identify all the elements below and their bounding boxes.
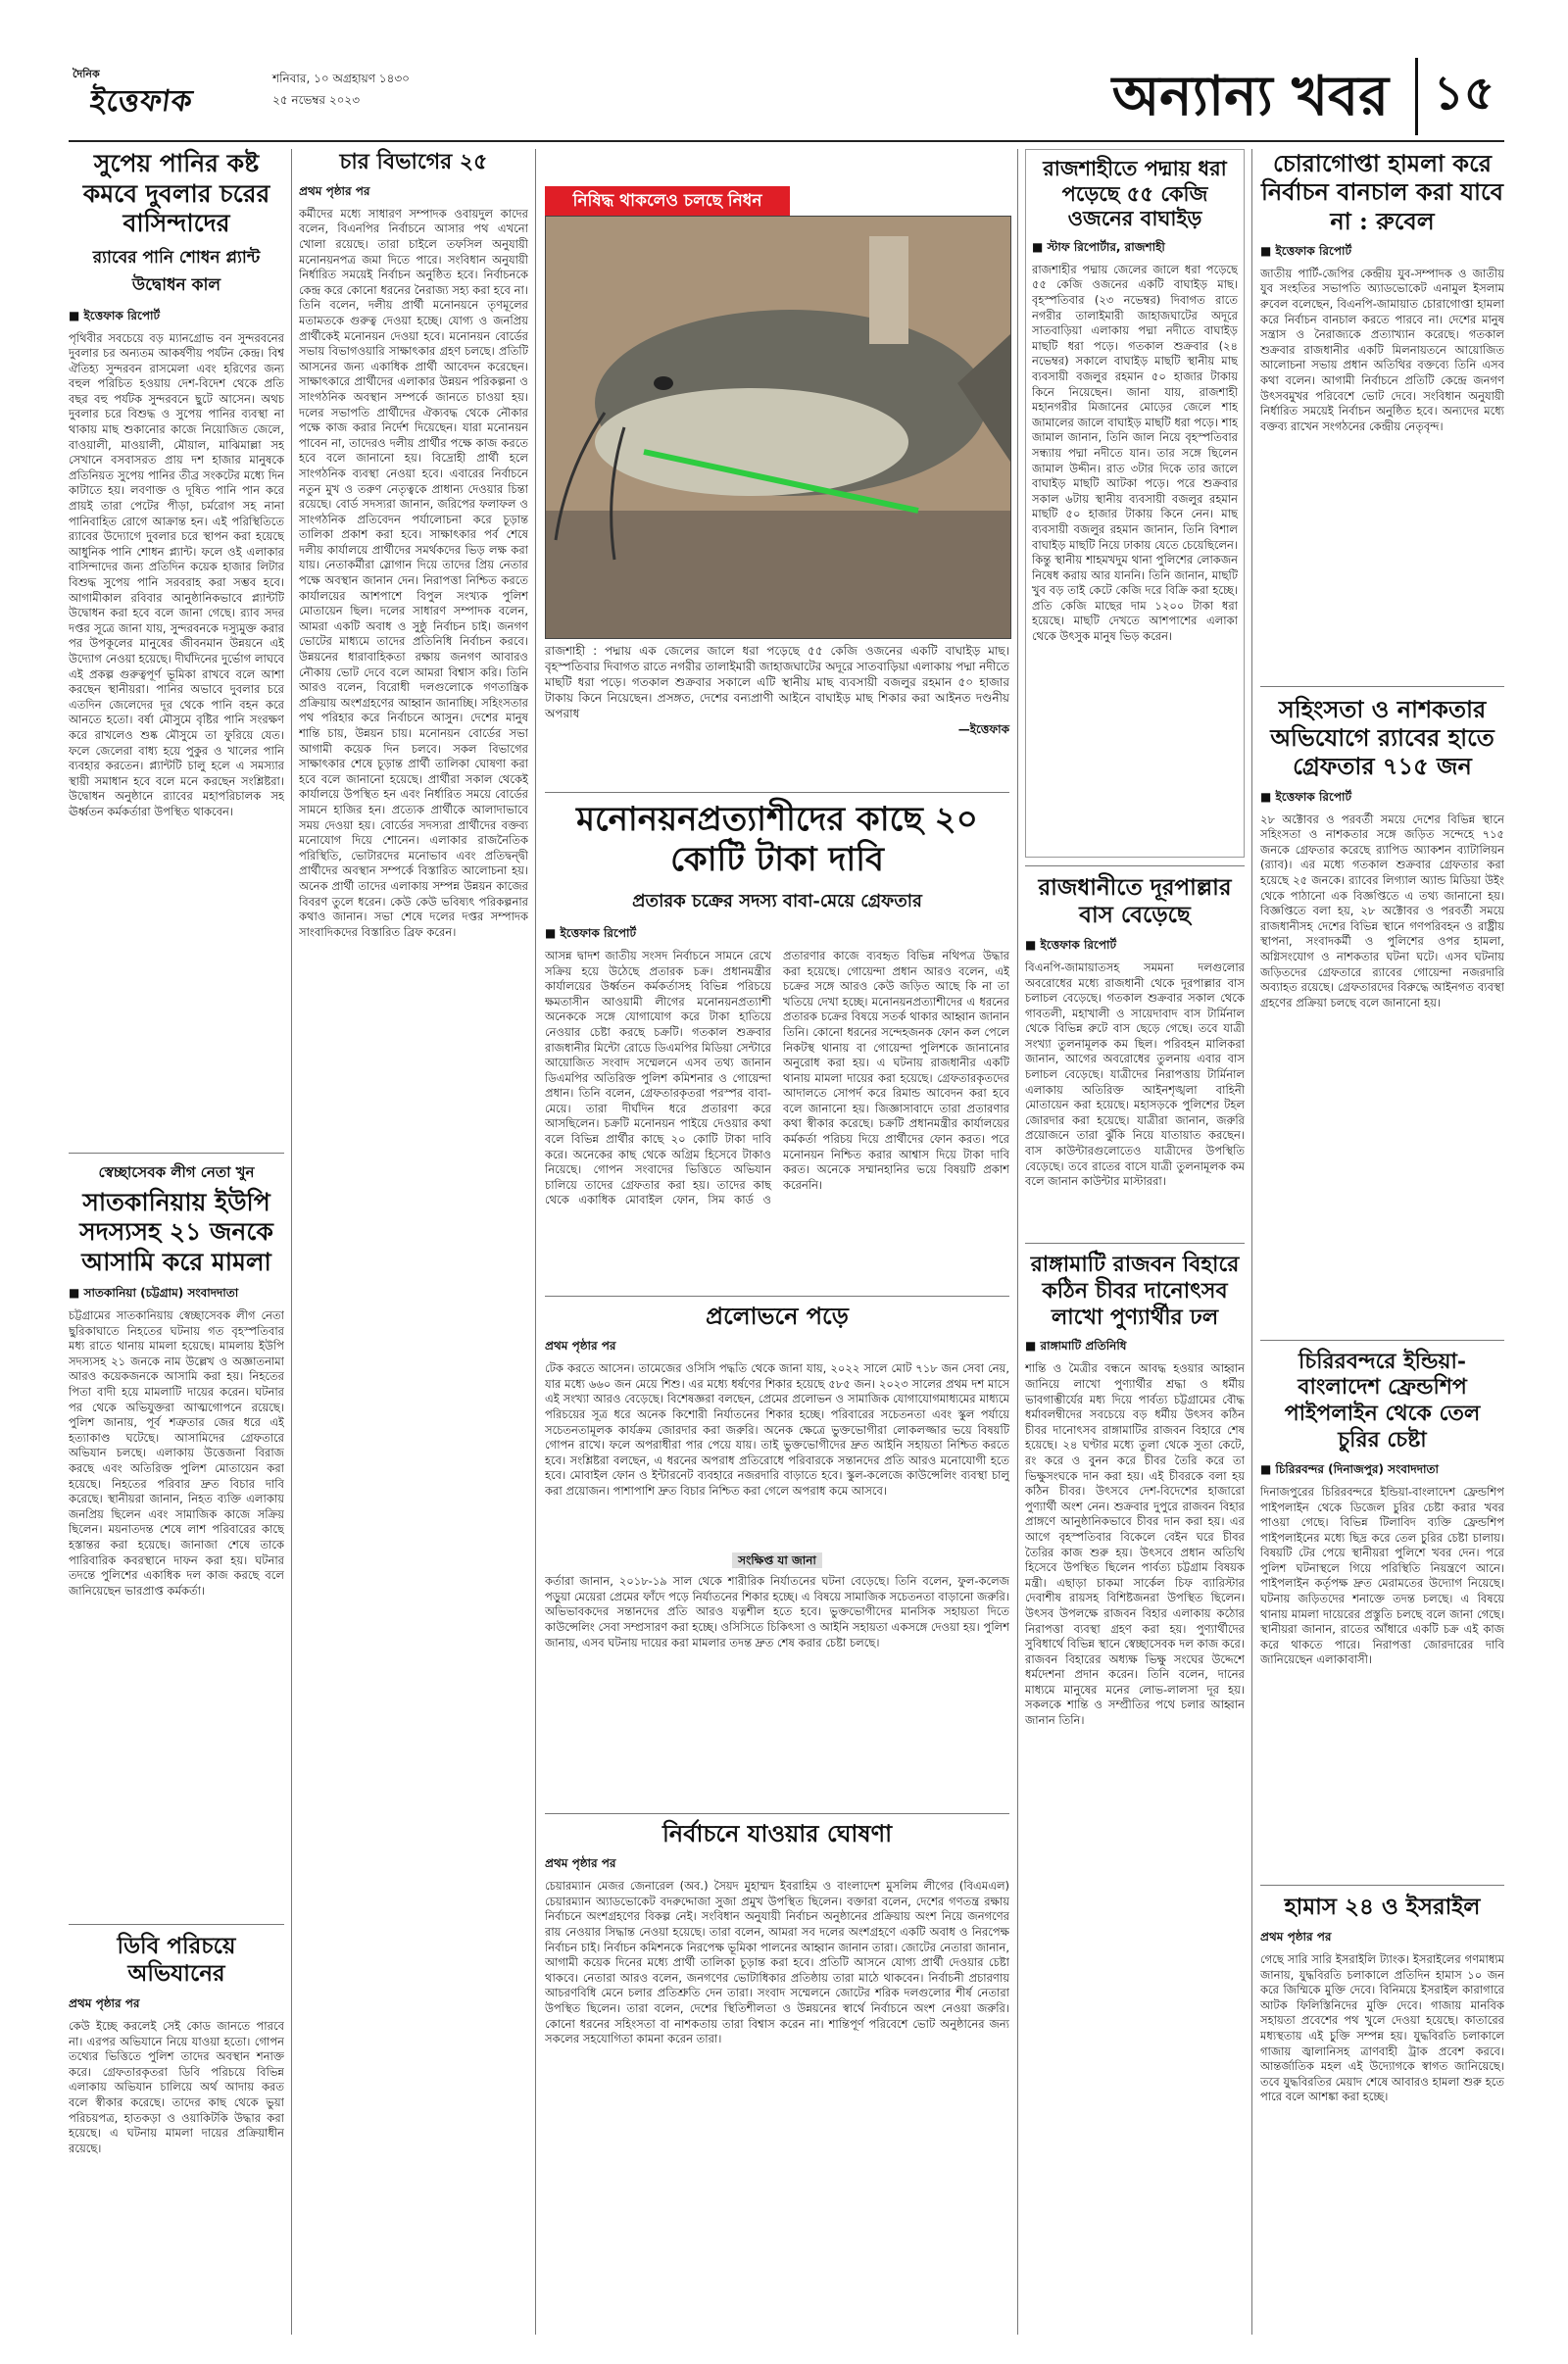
body-four-division: কর্মীদের মধ্যে সাধারণ সম্পাদক ওবায়দুল কাদের বলেন, বিএনপির নির্বাচনে আসার পথ এখনো খোলা রয়েছে। তারা চাইলে তফসিল অনুযায়ী মনোনয়নপত্র জমা দিতে পারে। সংবিধান অনুযায়ী নির্ধারিত সময়েই নির্বাচন অনুষ্ঠিত হবে। নির্বাচনকে কেন্দ্র করে কোনো ধরনের নৈরাজ্য সহ্য করা হবে না। তিনি বলেন, দলীয় প্রার্থী মনোনয়নে তৃণমূলের মতামতকে গুরুত্ব দেওয়া হচ্ছে। যোগ্য ও জনপ্রিয় প্রার্থীকেই মনোনয়ন দেওয়া হবে। মনোনয়ন বোর্ডের সভায় বিভাগওয়ারি সাক্ষাৎকার গ্রহণ চলছে। প্রতিটি আসনের জন্য একাধিক প্রার্থী আবেদন করেছেন। সাক্ষাৎকারে প্রার্থীদের এলাকার উন্নয়ন পরিকল্পনা ও সাংগঠনিক অবস্থান সম্পর্কে জানতে চাওয়া হয়। দলের সভাপতি প্রার্থীদের ঐক্যবদ্ধ থেকে নৌকার পক্ষে কাজ করার নির্দেশ দিয়েছেন। যারা মনোনয়ন পাবেন না, তাদেরও দলীয় প্রার্থীর পক্ষে কাজ করতে হবে বলে জানানো হয়। বিদ্রোহী প্রার্থী হলে সাংগঠনিক ব্যবস্থা নেওয়া হবে। এবারের নির্বাচনে নতুন মুখ ও তরুণ নেতৃত্বকে প্রাধান্য দেওয়ার চিন্তা রয়েছে। বোর্ড সদস্যরা জানান, জরিপের ফলাফল ও সাংগঠনিক প্রতিবেদন পর্যালোচনা করে চূড়ান্ত তালিকা প্রকাশ করা হবে। সাক্ষাৎকার পর্ব শেষে দলীয় কার্যালয়ে প্রার্থীদের সমর্থকদের ভিড় লক্ষ করা যায়। নেতাকর্মীরা স্লোগান দিয়ে তাদের প্রিয় নেতার পক্ষে অবস্থান জানান দেন। নিরাপত্তা নিশ্চিত করতে কার্যালয়ের আশপাশে বিপুল সংখ্যক পুলিশ মোতায়েন ছিল। দলের সাধারণ সম্পাদক বলেন, আমরা একটি অবাধ ও সুষ্ঠু নির্বাচন চাই। জনগণ ভোটের মাধ্যমে তাদের প্রতিনিধি নির্বাচন করবে। উন্নয়নের ধারাবাহিকতা রক্ষায় জনগণ আবারও নৌকায় ভোট দেবে বলে আমরা বিশ্বাস করি। তিনি আরও বলেন, বিরোধী দলগুলোকে গণতান্ত্রিক প্রক্রিয়ায় অংশগ্রহণের আহ্বান জানাচ্ছি। সহিংসতার পথ পরিহার করে নির্বাচনে আসুন। দেশের মানুষ শান্তি চায়, উন্নয়ন চায়। মনোনয়ন বোর্ডের সভা আগামী কয়েক দিন চলবে। সকল বিভাগের সাক্ষাৎকার শেষে চূড়ান্ত প্রার্থী তালিকা ঘোষণা করা হবে বলে জানানো হয়েছে। প্রার্থীরা সকাল থেকেই কার্যালয়ে উপস্থিত হন এবং নির্ধারিত সময়ে বোর্ডের সামনে হাজির হন। প্রত্যেক প্রার্থীকে আলাদাভাবে সময় দেওয়া হয়। বোর্ডের সদস্যরা প্রার্থীদের বক্তব্য মনোযোগ দিয়ে শোনেন। এলাকার রাজনৈতিক পরিস্থিতি, ভোটারদের মনোভাব এবং প্রতিদ্বন্দ্বী প্রার্থীদের অবস্থান সম্পর্কে বিস্তারিত আলোচনা হয়। অনেক প্রার্থী তাদের এলাকায় সম্পন্ন উন্নয়ন কাজের বিবরণ তুলে ধরেন। কেউ কেউ ভবিষ্যৎ পরিকল্পনার কথাও জানান। সভা শেষে দলের দপ্তর সম্পাদক সাংবাদিকদের বিস্তারিত ব্রিফ করেন। — [299, 206, 528, 939]
body-padma: রাজশাহীর পদ্মায় জেলের জালে ধরা পড়েছে ৫৫ কেজি ওজনের একটি বাঘাইড় মাছ। বৃহস্পতিবার (২৩ নভেম্বর) দিবাগত রাতে নগরীর তালাইমারী জাহাজঘাটের অদূরে সাতবাড়িয়া এলাকায় পদ্মা নদীতে বাঘাইড় মাছটি ধরা পড়ে। গতকাল শুক্রবার (২৪ নভেম্বর) সকালে বাঘাইড় মাছটি স্থানীয় মাছ ব্যবসায়ী বজলুর রহমান ৫০ হাজার টাকায় কিনে নিয়েছেন। জানা যায়, রাজশাহী মহানগরীর মিজানের মোড়ের জেলে শাহ জামালের জালে বাঘাইড় মাছটি ধরা পড়ে। শাহ জামাল জানান, তিনি জাল নিয়ে বৃহস্পতিবার সন্ধ্যায় পদ্মা নদীতে যান। তার সঙ্গে ছিলেন জামাল উদ্দীন। রাত ৩টার দিকে তার জালে বাঘাইড় মাছটি আটকা পড়ে। পরে শুক্রবার সকাল ৬টায় স্থানীয় ব্যবসায়ী বজলুর রহমান মাছটি ৫০ হাজার টাকায় কিনে নেন। মাছ ব্যবসায়ী বজলুর রহমান জানান, তিনি বিশাল বাঘাইড় মাছটি নিয়ে ঢাকায় যেতে চেয়েছিলেন। কিন্তু স্থানীয় শাহমখদুম থানা পুলিশের লোকজন নিষেধ করায় আর যাননি। তিনি জানান, মাছটি খুব বড় তাই কেটে কেজি দরে বিক্রি করা হচ্ছে। প্রতি কেজি মাছের দাম ১২০০ টাকা ধরা হয়েছে। মাছটি দেখতে আশপাশের এলাকা থেকে উৎসুক মানুষ ভিড় করেন। — [1032, 262, 1238, 644]
headline-hamas: হামাস ২৪ ও ইসরাইল — [1284, 1893, 1481, 1920]
headline-nomination: মনোনয়নপ্রত্যাশীদের কাছে ২০ কোটি টাকা দাবি — [576, 800, 978, 880]
divider — [1260, 686, 1504, 687]
headline-four-division: চার বিভাগের ২৫ — [339, 149, 488, 174]
cont-four-division: প্রথম পৃষ্ঠার পর — [299, 183, 370, 198]
column-2 — [299, 149, 528, 2324]
headline-election: নির্বাচনে যাওয়ার ঘোষণা — [662, 1819, 893, 1847]
divider — [545, 1813, 1009, 1814]
byline-nomination: ■ ইত্তেফাক রিপোর্ট — [545, 925, 637, 940]
divider — [1260, 1340, 1504, 1341]
subhead-water: র‍্যাবের পানি শোধন প্ল্যান্ট উদ্বোধন কাল — [92, 247, 261, 295]
byline-padma: ■ স্টাফ রিপোর্টার, রাজশাহী — [1032, 239, 1165, 254]
column-5 — [1260, 149, 1504, 2364]
kicker-satkania: স্বেচ্ছাসেবক লীগ নেতা খুন — [98, 1162, 255, 1181]
divider — [69, 1924, 284, 1925]
date-english: ২৫ নভেম্বর ২০২৩ — [272, 93, 361, 107]
headline-bus: রাজধানীতে দূরপাল্লার বাস বেড়েছে — [1038, 873, 1232, 928]
article-rab — [1260, 695, 1504, 1332]
body-lure: টেক করতে আসেন। তামেজের ওসিসি পদ্ধতি থেকে জানা যায়, ২০২২ সালে মোট ৭১৮ জন সেবা নেয়, যার মধ্যে ৬৬০ জন মেয়ে শিশু। এর মধ্যে ধর্ষণের শিকার হয়েছে ৫৮৫ জন। ২০২৩ সালের প্রথম দশ মাসে এই সংখ্যা আরও বেড়েছে। বিশেষজ্ঞরা বলছেন, প্রেমের প্রলোভন ও সামাজিক যোগাযোগমাধ্যমের মাধ্যমে পরিচয়ের সূত্র ধরে অনেক কিশোরী নির্যাতনের শিকার হচ্ছে। পরিবারের সচেতনতা এবং স্কুল পর্যায়ে সচেতনতামূলক কার্যক্রম জোরদার করা জরুরি। অনেক ক্ষেত্রে ভুক্তভোগীরা লোকলজ্জার ভয়ে বিষয়টি গোপন রাখে। ফলে অপরাধীরা পার পেয়ে যায়। তাই ভুক্তভোগীদের দ্রুত আইনি সহায়তা নিশ্চিত করতে হবে। সংশ্লিষ্টরা বলছেন, এ ধরনের অপরাধ প্রতিরোধে পরিবারকে সন্তানদের প্রতি আরও মনোযোগী হতে হবে। মোবাইল ফোন ও ইন্টারনেট ব্যবহারে নজরদারি বাড়াতে হবে। স্কুল-কলেজে কাউন্সেলিং ব্যবস্থা চালু করা প্রয়োজন। পাশাপাশি দ্রুত বিচার নিশ্চিত করা গেলে অপরাধ কমে আসবে। — [545, 1361, 1009, 1499]
newspaper-logo — [69, 64, 255, 119]
column-1 — [69, 149, 284, 2303]
article-hamas — [1260, 1894, 1504, 2364]
issue-dates — [272, 68, 410, 111]
column-4 — [1025, 149, 1245, 2263]
divider — [1025, 865, 1245, 866]
headline-db: ডিবি পরিচয়ে অভিযানের — [117, 1933, 236, 1988]
body-water: পৃথিবীর সবচেয়ে বড় ম্যানগ্রোভ বন সুন্দরবনের দুবলার চর অন্যতম আকর্ষণীয় পর্যটন কেন্দ্র। বিশ্ব ঐতিহ্য সুন্দরবন রাসমেলা এবং হরিণের জন্য বহুল পরিচিত হওয়ায় দেশ-বিদেশ থেকে প্রতি বছর বহু পর্যটক সুন্দরবনে ছুটে আসেন। অথচ দুবলার চরে বিশুদ্ধ ও সুপেয় পানির ব্যবস্থা না থাকায় মাছ শুকানোর কাজে নিয়োজিত জেলে, বাওয়ালী, মাওয়ালী, মৌয়াল, মাঝিমাল্লা সহ সেখানে বসবাসরত প্রায় দশ হাজার মানুষকে প্রতিনিয়ত সুপেয় পানির তীব্র সংকটের মধ্যে দিন কাটাতে হয়। লবণাক্ত ও দূষিত পানি পান করে প্রায়ই তারা পেটের পীড়া, চর্মরোগ সহ নানা পানিবাহিত রোগে আক্রান্ত হন। এই পরিস্থিতিতে র‍্যাবের উদ্যোগে দুবলার চরে স্থাপন করা হয়েছে আধুনিক পানি শোধন প্ল্যান্ট। ফলে ওই এলাকার বাসিন্দাদের জন্য প্রতিদিন কয়েক হাজার লিটার বিশুদ্ধ সুপেয় পানি সরবরাহ করা সম্ভব হবে। আগামীকাল রবিবার আনুষ্ঠানিকভাবে প্ল্যান্টটি উদ্বোধন করা হবে বলে জানা গেছে। র‍্যাব সদর দপ্তর সূত্রে জানা যায়, সুন্দরবনকে দস্যুমুক্ত করার পর উপকূলের মানুষের জীবনমান উন্নয়নে এই উদ্যোগ নেওয়া হয়েছে। দীর্ঘদিনের দুর্ভোগ লাঘবে এই প্রকল্প গুরুত্বপূর্ণ ভূমিকা রাখবে বলে আশা করছেন স্থানীয়রা। পানির অভাবে দুবলার চরে এতদিন জেলেদের দূর থেকে পানি বহন করে আনতে হতো। বর্ষা মৌসুমে বৃষ্টির পানি সংরক্ষণ করে রাখলেও শুষ্ক মৌসুমে তা ফুরিয়ে যেত। ফলে জেলেরা বাধ্য হয়ে পুকুর ও খালের পানি ব্যবহার করতেন। প্ল্যান্টটি চালু হলে এ সমস্যার স্থায়ী সমাধান হবে বলে মনে করছেন সংশ্লিষ্টরা। উদ্বোধন অনুষ্ঠানে র‍্যাবের মহাপরিচালক সহ ঊর্ধ্বতন কর্মকর্তারা উপস্থিত থাকবেন। — [69, 330, 284, 818]
body-db: কেউ ইচ্ছে করলেই সেই কোড জানতে পারবে না। এরপর অভিযানে নিয়ে যাওয়া হতো। গোপন তথ্যের ভিত্তিতে পুলিশ তাদের অবস্থান শনাক্ত করে। গ্রেফতারকৃতরা ডিবি পরিচয়ে বিভিন্ন এলাকায় অভিযান চালিয়ে অর্থ আদায় করত বলে স্বীকার করেছে। তাদের কাছ থেকে ভুয়া পরিচয়পত্র, হাতকড়া ও ওয়াকিটকি উদ্ধার করা হয়েছে। এ ঘটনায় মামলা দায়ের প্রক্রিয়াধীন রয়েছে। — [69, 2019, 284, 2155]
masthead — [69, 54, 1504, 142]
divider — [1260, 1885, 1504, 1886]
article-rangamati — [1025, 1252, 1245, 2263]
article-lure — [545, 1302, 1009, 1829]
headline-lure: প্রলোভনে পড়ে — [706, 1302, 849, 1330]
article-water — [69, 149, 284, 1145]
body-nomination: আসন্ন দ্বাদশ জাতীয় সংসদ নির্বাচনে সামনে রেখে সক্রিয় হয়ে উঠেছে প্রতারক চক্র। প্রধানমন্ত্রীর কার্যালয়ের উর্ধ্বতন কর্মকর্তাসহ বিভিন্ন পরিচয়ে ক্ষমতাসীন আওয়ামী লীগের মনোনয়নপ্রত্যাশী অনেককে সঙ্গে যোগাযোগ করে টাকা হাতিয়ে নেওয়ার চেষ্টা করছে চক্রটি। গতকাল শুক্রবার রাজধানীর মিন্টো রোডে ডিএমপির মিডিয়া সেন্টারে আয়োজিত সংবাদ সম্মেলনে এসব তথ্য জানান ডিএমপির অতিরিক্ত পুলিশ কমিশনার ও গোয়েন্দা প্রধান। তিনি বলেন, গ্রেফতারকৃতরা পরস্পর বাবা-মেয়ে। তারা দীর্ঘদিন ধরে প্রতারণা করে আসছিলেন। চক্রটি মনোনয়ন পাইয়ে দেওয়ার কথা বলে বিভিন্ন প্রার্থীর কাছে ২০ কোটি টাকা দাবি করে। অনেকের কাছ থেকে অগ্রিম হিসেবে টাকাও নিয়েছে। গোপন সংবাদের ভিত্তিতে অভিযান চালিয়ে তাদের গ্রেফতার করা হয়। তাদের কাছ থেকে একাধিক মোবাইল ফোন, সিম কার্ড ও প্রতারণার কাজে ব্যবহৃত বিভিন্ন নথিপত্র উদ্ধার করা হয়েছে। গোয়েন্দা প্রধান আরও বলেন, এই চক্রের সঙ্গে আরও কেউ জড়িত আছে কি না তা খতিয়ে দেখা হচ্ছে। মনোনয়নপ্রত্যাশীদের এ ধরনের প্রতারক চক্রের বিষয়ে সতর্ক থাকার আহ্বান জানান তিনি। কোনো ধরনের সন্দেহজনক ফোন কল পেলে নিকটস্থ থানায় বা গোয়েন্দা পুলিশকে জানানোর অনুরোধ করা হয়। এ ঘটনায় রাজধানীর একটি থানায় মামলা দায়ের করা হয়েছে। গ্রেফতারকৃতদের আদালতে সোপর্দ করে রিমান্ড আবেদন করা হবে বলে জানানো হয়। জিজ্ঞাসাবাদে তারা প্রতারণার কথা স্বীকার করেছে। চক্রটি প্রধানমন্ত্রীর কার্যালয়ের কর্মকর্তা পরিচয় দিয়ে প্রার্থীদের ফোন করত। পরে মনোনয়ন নিশ্চিত করার আশ্বাস দিয়ে টাকা দাবি করত। অনেকে সম্মানহানির ভয়ে বিষয়টি প্রকাশ করেননি। — [545, 948, 1009, 1207]
body-lure-2: কর্তারা জানান, ২০১৮-১৯ সাল থেকে শারীরিক নির্যাতনের ঘটনা বেড়েছে। তিনি বলেন, ফুল-কলেজ পড়ুয়া মেয়েরা প্রেমের ফাঁদে পড়ে নির্যাতনের শিকার হচ্ছে। এ বিষয়ে সামাজিক সচেতনতা বাড়ানো জরুরি। অভিভাবকদের সন্তানদের প্রতি আরও যত্নশীল হতে হবে। ভুক্তভোগীদের মানসিক সহায়তা দিতে কাউন্সেলিং সেবা সম্প্রসারণ করা হচ্ছে। ওসিসিতে চিকিৎসা ও আইনি সহায়তা একসঙ্গে দেওয়া হয়। পুলিশ জানায়, এসব ঘটনায় দায়ের করা মামলার তদন্ত দ্রুত শেষ করার চেষ্টা চলছে। — [545, 1574, 1009, 1650]
column-divider — [535, 149, 536, 2335]
photo-banner: নিষিদ্ধ থাকলেও চলছে নিধন — [545, 186, 790, 216]
body-bus: বিএনপি-জামায়াতসহ সমমনা দলগুলোর অবরোধের মধ্যে রাজধানী থেকে দূরপাল্লার বাস চলাচল বেড়েছে। গতকাল শুক্রবার সকাল থেকে গাবতলী, মহাখালী ও সায়েদাবাদ বাস টার্মিনাল থেকে বিভিন্ন রুটে বাস ছেড়ে গেছে। তবে যাত্রী সংখ্যা তুলনামূলক কম ছিল। পরিবহন মালিকরা জানান, আগের অবরোধের তুলনায় এবার বাস চলাচল বেড়েছে। যাত্রীদের নিরাপত্তায় টার্মিনাল এলাকায় অতিরিক্ত আইনশৃঙ্খলা বাহিনী মোতায়েন করা হয়েছে। মহাসড়কে পুলিশের টহল জোরদার করা হয়েছে। যাত্রীরা জানান, জরুরি প্রয়োজনে তারা ঝুঁকি নিয়ে যাতায়াত করছেন। বাস কাউন্টারগুলোতেও যাত্রীদের উপস্থিতি বেড়েছে। তবে রাতের বাসে যাত্রী তুলনামূলক কম বলে জানান কাউন্টার মাস্টাররা। — [1025, 960, 1245, 1189]
byline-satkania: ■ সাতকানিয়া (চট্টগ্রাম) সংবাদদাতা — [69, 1286, 239, 1300]
highlight-label: সংক্ষিপ্ত যা জানা — [732, 1552, 822, 1568]
body-chorgopta: জাতীয় পার্টি-জেপির কেন্দ্রীয় যুব-সম্পাদক ও জাতীয় যুব সংহতির সভাপতি অ্যাডভোকেট এনামুল ইসলাম রুবেল বলেছেন, বিএনপি-জামায়াত চোরাগোপ্তা হামলা করে নির্বাচন বানচাল করতে পারবে না। দেশের মানুষ সন্ত্রাস ও নৈরাজ্যকে প্রত্যাখ্যান করেছে। গতকাল শুক্রবার রাজধানীর একটি মিলনায়তনে আয়োজিত আলোচনা সভায় প্রধান অতিথির বক্তব্যে তিনি এসব কথা বলেন। আগামী নির্বাচনে প্রতিটি কেন্দ্রে জনগণ উৎসবমুখর পরিবেশে ভোট দেবে। সংবিধান অনুযায়ী নির্ধারিত সময়েই নির্বাচন অনুষ্ঠিত হবে। অন্যদের মধ্যে বক্তব্য রাখেন সংগঠনের কেন্দ্রীয় নেতৃবৃন্দ। — [1260, 266, 1504, 433]
byline-rangamati: ■ রাঙ্গামাটি প্রতিনিধি — [1025, 1339, 1127, 1354]
article-four-division — [299, 149, 528, 2324]
byline-bus: ■ ইত্তেফাক রিপোর্ট — [1025, 937, 1117, 952]
article-chorgopta — [1260, 149, 1504, 678]
headline-pipeline: চিরিরবন্দরে ইন্ডিয়া-বাংলাদেশ ফ্রেন্ডশিপ পাইপলাইন থেকে তেল চুরির চেষ্টা — [1284, 1348, 1481, 1453]
article-bus — [1025, 874, 1245, 1235]
logo-text: ইত্তেফাক — [87, 84, 196, 119]
byline-pipeline: ■ চিরিরবন্দর (দিনাজপুর) সংবাদদাতা — [1260, 1461, 1439, 1476]
fish-photo — [545, 216, 1011, 639]
headline-satkania: সাতকানিয়ায় ইউপি সদস্যসহ ২১ জনকে আসামি করে মামলা — [79, 1187, 273, 1276]
cont-lure: প্রথম পৃষ্ঠার পর — [545, 1339, 616, 1354]
article-pipeline — [1260, 1349, 1504, 1877]
headline-rangamati: রাঙ্গামাটি রাজবন বিহারে কঠিন চীবর দানোৎসব লাখো পুণ্যার্থীর ঢল — [1030, 1251, 1240, 1330]
body-rab: ২৮ অক্টোবর ও পরবর্তী সময়ে দেশের বিভিন্ন স্থানে সহিংসতা ও নাশকতার সঙ্গে জড়িত সন্দেহে ৭১৫ জনকে গ্রেফতার করেছে র‍্যাপিড অ্যাকশন ব্যাটালিয়ন (র‍্যাব)। এর মধ্যে গতকাল শুক্রবার গ্রেফতার করা হয়েছে ২৫ জনকে। র‍্যাবের লিগ্যাল অ্যান্ড মিডিয়া উইং থেকে পাঠানো এক বিজ্ঞপ্তিতে এ তথ্য জানানো হয়। বিজ্ঞপ্তিতে বলা হয়, ২৮ অক্টোবর ও পরবর্তী সময়ে রাজধানীসহ দেশের বিভিন্ন স্থানে গণপরিবহন ও রাষ্ট্রীয় স্থাপনা, সংবাদকর্মী ও পুলিশের ওপর হামলা, অগ্নিসংযোগ ও নাশকতার ঘটনা ঘটে। এসব ঘটনায় জড়িতদের গ্রেফতারে র‍্যাবের গোয়েন্দা নজরদারি অব্যাহত রয়েছে। গ্রেফতারদের বিরুদ্ধে আইনগত ব্যবস্থা গ্রহণের প্রক্রিয়া চলছে বলে জানানো হয়। — [1260, 812, 1504, 1010]
article-election — [545, 1819, 1009, 2320]
article-padma — [1025, 149, 1245, 858]
subhead-nomination: প্রতারক চক্রের সদস্য বাবা-মেয়ে গ্রেফতার — [632, 890, 922, 911]
byline-chorgopta: ■ ইত্তেফাক রিপোর্ট — [1260, 243, 1352, 258]
cont-hamas: প্রথম পৃষ্ঠার পর — [1260, 1929, 1332, 1944]
column-divider — [1251, 149, 1252, 2335]
page-number: ১৫ — [1415, 58, 1494, 135]
section-title: অন্যান্য খবর — [1111, 64, 1389, 128]
divider — [545, 792, 1009, 793]
cont-election: প্রথম পৃষ্ঠার পর — [545, 1856, 616, 1871]
body-election: চেয়ারম্যান মেজর জেনারেল (অব.) সৈয়দ মুহাম্মদ ইবরাহিম ও বাংলাদেশ মুসলিম লীগের (বিএমএল) চেয়ারম্যান অ্যাডভোকেট বদরুদ্দোজা সুজা প্রমুখ উপস্থিত ছিলেন। বক্তারা বলেন, দেশের গণতন্ত্র রক্ষায় নির্বাচনে অংশগ্রহণের বিকল্প নেই। সংবিধান অনুযায়ী নির্বাচন অনুষ্ঠানের প্রক্রিয়ায় অংশ নিয়ে জনগণের রায় নেওয়ার সিদ্ধান্ত নেওয়া হয়েছে। তারা বলেন, আমরা সব দলের অংশগ্রহণে একটি অবাধ ও নিরপেক্ষ নির্বাচন চাই। নির্বাচন কমিশনকে নিরপেক্ষ ভূমিকা পালনের আহ্বান জানান তারা। জোটের নেতারা জানান, আগামী কয়েক দিনের মধ্যে প্রার্থী তালিকা চূড়ান্ত করা হবে। প্রতিটি আসনে যোগ্য প্রার্থী দেওয়ার চেষ্টা থাকবে। নেতারা আরও বলেন, জনগণের ভোটাধিকার প্রতিষ্ঠায় তারা মাঠে থাকবেন। নির্বাচনী প্রচারণায় আচরণবিধি মেনে চলার প্রতিশ্রুতি দেন তারা। সংবাদ সম্মেলনে জোটের শরিক দলগুলোর শীর্ষ নেতারা উপস্থিত ছিলেন। তারা বলেন, দেশের স্থিতিশীলতা ও উন্নয়নের স্বার্থে নির্বাচনে অংশ নেওয়া জরুরি। কোনো ধরনের সহিংসতা বা নাশকতায় তারা বিশ্বাস করেন না। শান্তিপূর্ণ পরিবেশে ভোট অনুষ্ঠানের জন্য সকলের সহযোগিতা কামনা করেন তারা। — [545, 1879, 1009, 2046]
column-divider — [1017, 149, 1018, 2335]
headline-padma: রাজশাহীতে পদ্মায় ধরা পড়েছে ৫৫ কেজি ওজনের বাঘাইড় — [1043, 156, 1227, 231]
fish-illustration — [546, 217, 1010, 638]
cont-db: প্রথম পৃষ্ঠার পর — [69, 1996, 140, 2011]
photo-caption-block — [545, 643, 1009, 741]
photo-credit: —ইত্তেফাক — [957, 722, 1009, 736]
body-hamas: গেছে সারি সারি ইসরাইলি ট্যাংক। ইসরাইলের গণমাধ্যম জানায়, যুদ্ধবিরতি চলাকালে প্রতিদিন হামাস ১০ জন করে জিম্মিকে মুক্তি দেবে। বিনিময়ে ইসরাইল কারাগারে আটক ফিলিস্তিনিদের মুক্তি দেবে। গাজায় মানবিক সহায়তা প্রবেশের পথ খুলে দেওয়া হয়েছে। কাতারের মধ্যস্থতায় এই চুক্তি সম্পন্ন হয়। যুদ্ধবিরতি চলাকালে গাজায় জ্বালানিসহ ত্রাণবাহী ট্রাক প্রবেশ করবে। আন্তর্জাতিক মহল এই উদ্যোগকে স্বাগত জানিয়েছে। তবে যুদ্ধবিরতির মেয়াদ শেষে আবারও হামলা শুরু হতে পারে বলে আশঙ্কা করা হচ্ছে। — [1260, 1951, 1504, 2104]
body-rangamati: শান্তি ও মৈত্রীর বন্ধনে আবদ্ধ হওয়ার আহ্বান জানিয়ে লাখো পুণ্যার্থীর শ্রদ্ধা ও ধর্মীয় ভাবগাম্ভীর্যের মধ্য দিয়ে পার্বত্য চট্টগ্রামের বৌদ্ধ ধর্মাবলম্বীদের সবচেয়ে বড় ধর্মীয় উৎসব কঠিন চীবর দানোৎসব রাঙ্গামাটির রাজবন বিহারে শেষ হয়েছে। ২৪ ঘণ্টার মধ্যে তুলা থেকে সুতা কেটে, রং করে ও বুনন করে চীবর তৈরি করে তা ভিক্ষুসংঘকে দান করা হয়। এই চীবরকে বলা হয় কঠিন চীবর। উৎসবে দেশ-বিদেশের হাজারো পুণ্যার্থী অংশ নেন। শুক্রবার দুপুরে রাজবন বিহার প্রাঙ্গণে আনুষ্ঠানিকভাবে চীবর দান করা হয়। এর আগে বৃহস্পতিবার বিকেলে বেইন ঘরে চীবর তৈরির কাজ শুরু হয়। উৎসবে প্রধান অতিথি হিসেবে উপস্থিত ছিলেন পার্বত্য চট্টগ্রাম বিষয়ক মন্ত্রী। এছাড়া চাকমা সার্কেল চিফ ব্যারিস্টার দেবাশীষ রায়সহ বিশিষ্টজনরা উপস্থিত ছিলেন। উৎসব উপলক্ষে রাজবন বিহার এলাকায় কঠোর নিরাপত্তা ব্যবস্থা গ্রহণ করা হয়। পুণ্যার্থীদের সুবিধার্থে বিভিন্ন স্থানে স্বেচ্ছাসেবক দল কাজ করে। রাজবন বিহারের অধ্যক্ষ ভিক্ষু সংঘের উদ্দেশে ধর্মদেশনা প্রদান করেন। তিনি বলেন, দানের মাধ্যমে মানুষের মনের লোভ-লালসা দূর হয়। সকলকে শান্তি ও সম্প্রীতির পথে চলার আহ্বান জানান তিনি। — [1025, 1361, 1245, 1728]
article-db — [69, 1933, 284, 2303]
divider — [545, 1296, 1009, 1297]
body-pipeline: দিনাজপুরের চিরিরবন্দরে ইন্ডিয়া-বাংলাদেশ ফ্রেন্ডশিপ পাইপলাইন থেকে ডিজেল চুরির চেষ্টা করার খবর পাওয়া গেছে। বিভিন্ন টিলাবিদ ব্যক্তি ফ্রেন্ডশিপ পাইপলাইনের মধ্যে ছিদ্র করে তেল চুরির চেষ্টা চালায়। বিষয়টি টের পেয়ে স্থানীয়রা পুলিশে খবর দেন। পরে পুলিশ ঘটনাস্থলে গিয়ে পরিস্থিতি নিয়ন্ত্রণে আনে। পাইপলাইন কর্তৃপক্ষ দ্রুত মেরামতের উদ্যোগ নিয়েছে। ঘটনায় জড়িতদের শনাক্তে তদন্ত চলছে। এ বিষয়ে থানায় মামলা দায়েরের প্রস্তুতি চলছে বলে জানা গেছে। স্থানীয়রা জানান, রাতের আঁধারে একটি চক্র এই কাজ করে থাকতে পারে। নিরাপত্তা জোরদারের দাবি জানিয়েছেন এলাকাবাসী। — [1260, 1484, 1504, 1667]
headline-water: সুপেয় পানির কষ্ট কমবে দুবলার চরের বাসিন্দাদের — [82, 149, 270, 237]
body-satkania: চট্টগ্রামের সাতকানিয়ায় স্বেচ্ছাসেবক লীগ নেতা ছুরিকাঘাতে নিহতের ঘটনায় গত বৃহস্পতিবার মধ্য রাতে থানায় মামলা হয়েছে। মামলায় ইউপি সদস্যসহ ২১ জনকে নাম উল্লেখ ও অজ্ঞাতনামা আরও কয়েকজনকে আসামি করা হয়। নিহতের পিতা বাদী হয়ে মামলাটি দায়ের করেন। ঘটনার পর থেকে অভিযুক্তরা আত্মগোপনে রয়েছে। পুলিশ জানায়, পূর্ব শত্রুতার জের ধরে এই হত্যাকাণ্ড ঘটেছে। আসামিদের গ্রেফতারে অভিযান চলছে। এলাকায় উত্তেজনা বিরাজ করছে এবং অতিরিক্ত পুলিশ মোতায়েন করা হয়েছে। নিহতের পরিবার দ্রুত বিচার দাবি করেছে। স্থানীয়রা জানান, নিহত ব্যক্তি এলাকায় জনপ্রিয় ছিলেন এবং সামাজিক কাজে সক্রিয় ছিলেন। ময়নাতদন্ত শেষে লাশ পরিবারের কাছে হস্তান্তর করা হয়েছে। জানাজা শেষে তাকে পারিবারিক কবরস্থানে দাফন করা হয়। ঘটনার তদন্তে পুলিশের একাধিক দল কাজ করছে বলে জানিয়েছেন ভারপ্রাপ্ত কর্মকর্তা। — [69, 1308, 284, 1598]
photo-caption: রাজশাহী : পদ্মায় এক জেলের জালে ধরা পড়েছে ৫৫ কেজি ওজনের একটি বাঘাইড় মাছ। বৃহস্পতিবার দিবাগত রাতে নগরীর তালাইমারী জাহাজঘাটের অদূরে সাতবাড়িয়া এলাকায় পদ্মা নদীতে মাছটি ধরা পড়ে। গতকাল শুক্রবার সকালে এটি স্থানীয় মাছ ব্যবসায়ী বজলুর রহমান ৫০ হাজার টাকায় কিনে নিয়েছেন। প্রসঙ্গত, দেশের বন্যপ্রাণী আইনে বাঘাইড় মাছ শিকার করা আইনত দণ্ডনীয় অপরাধ — [545, 644, 1009, 720]
date-bengali: শনিবার, ১০ অগ্রহায়ণ ১৪৩০ — [272, 72, 410, 85]
byline-water: ■ ইত্তেফাক রিপোর্ট — [69, 308, 161, 322]
divider — [1025, 1243, 1245, 1244]
logo-small-text: দৈনিক — [73, 68, 100, 80]
article-nomination — [545, 800, 1009, 1311]
headline-rab: সহিংসতা ও নাশকতার অভিযোগে র‍্যাবের হাতে গ্রেফতার ৭১৫ জন — [1270, 694, 1494, 781]
headline-chorgopta: চোরাগোপ্তা হামলা করে নির্বাচন বানচাল করা যাবে না : রুবেল — [1260, 149, 1504, 235]
column-divider — [291, 149, 292, 2335]
divider — [69, 1153, 284, 1154]
byline-rab: ■ ইত্তেফাক রিপোর্ট — [1260, 789, 1352, 804]
article-satkania — [69, 1161, 284, 1917]
